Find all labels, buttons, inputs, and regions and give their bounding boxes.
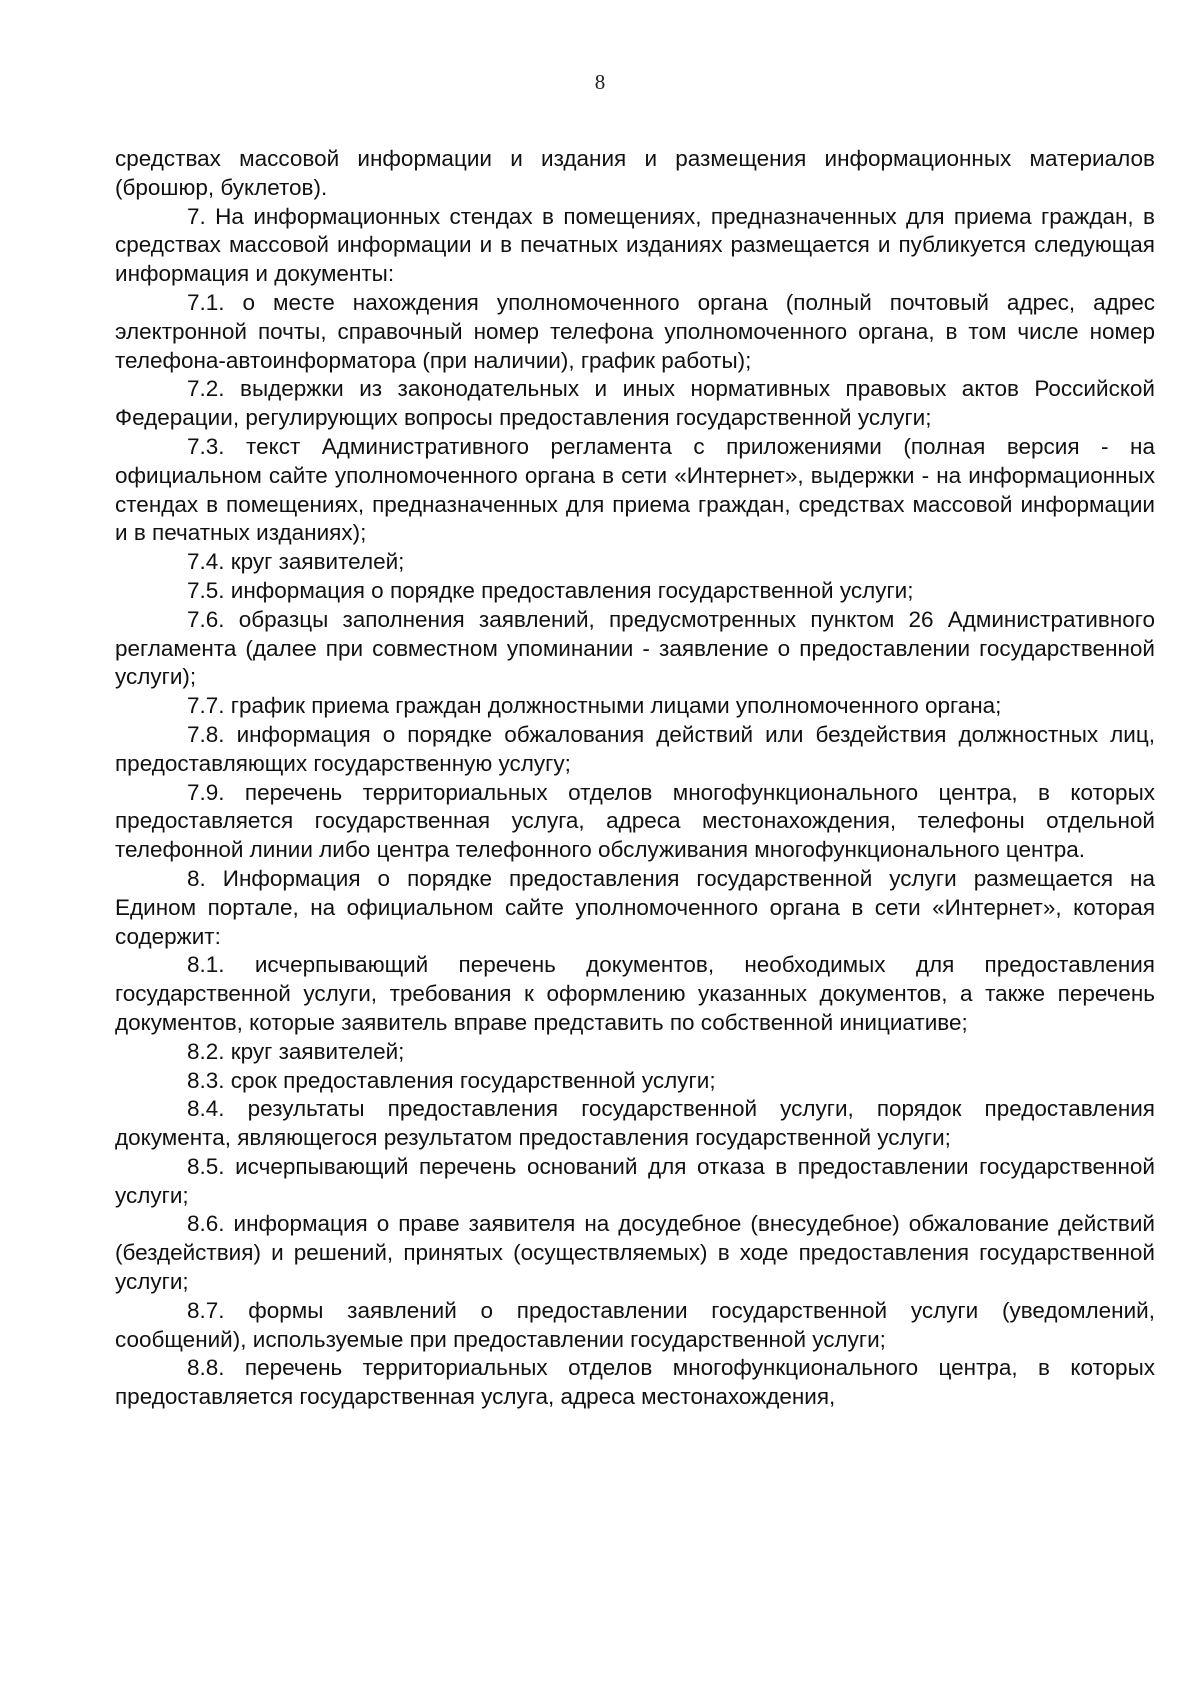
document-body xyxy=(115,145,1155,1412)
paragraph: 8.2. круг заявителей; xyxy=(187,1038,405,1064)
paragraph: 8.3. срок предоставления государственной услуги; xyxy=(187,1067,716,1093)
paragraph: 7.2. выдержки из законодательных и иных нормативных правовых актов Российской Федерации, регулирующих вопросы предоставления государственной услуги; xyxy=(115,376,1155,431)
paragraph: 8.6. информация о праве заявителя на досудебное (внесудебное) обжалование действий (бездействия) и решений, принятых (осуществляемых) в ходе предоставления государственной услуги; xyxy=(115,1211,1155,1295)
paragraph: 7.4. круг заявителей; xyxy=(187,549,405,575)
paragraph: 7.6. образцы заполнения заявлений, предусмотренных пунктом 26 Административного регламента (далее при совместном упоминании - заявление о предоставлении государственной услуги); xyxy=(115,606,1155,690)
paragraph: 7. На информационных стендах в помещениях, предназначенных для приема граждан, в средствах массовой информации и в печатных изданиях размещается и публикуется следующая информация и документы: xyxy=(115,203,1155,287)
paragraph: 7.3. текст Административного регламента с приложениями (полная версия - на официальном сайте уполномоченного органа в сети «Интернет», выдержки - на информационных стендах в помещениях, предназначенных для приема граждан, средствах массовой информации и в печатных изданиях); xyxy=(115,433,1155,546)
paragraph: 7.9. перечень территориальных отделов многофункционального центра, в которых предоставляется государственная услуга, адреса местонахождения, телефоны отдельной телефонной линии либо центра телефонного обслуживания многофункционального центра. xyxy=(115,779,1155,863)
paragraph: 7.1. о месте нахождения уполномоченного органа (полный почтовый адрес, адрес электронной почты, справочный номер телефона уполномоченного органа, в том числе номер телефона-автоинформатора (при наличии), график работы); xyxy=(115,289,1155,373)
paragraph: 8.5. исчерпывающий перечень оснований для отказа в предоставлении государственной услуги; xyxy=(115,1153,1155,1208)
paragraph: 7.8. информация о порядке обжалования действий или бездействия должностных лиц, предоставляющих государственную услугу; xyxy=(115,721,1155,776)
page-number: 8 xyxy=(594,70,606,94)
paragraph: 8. Информация о порядке предоставления государственной услуги размещается на Едином портале, на официальном сайте уполномоченного органа в сети «Интернет», которая содержит: xyxy=(115,865,1155,949)
paragraph: 8.4. результаты предоставления государственной услуги, порядок предоставления документа, являющегося результатом предоставления государственной услуги; xyxy=(115,1096,1155,1151)
paragraph: 7.7. график приема граждан должностными лицами уполномоченного органа; xyxy=(187,693,1002,719)
paragraph: 8.7. формы заявлений о предоставлении государственной услуги (уведомлений, сообщений), используемые при предоставлении государственной услуги; xyxy=(115,1297,1155,1352)
paragraph: 8.1. исчерпывающий перечень документов, необходимых для предоставления государственной услуги, требования к оформлению указанных документов, а также перечень документов, которые заявитель вправе представить по собственной инициативе; xyxy=(115,952,1155,1035)
paragraph: 7.5. информация о порядке предоставления государственной услуги; xyxy=(187,577,914,603)
paragraph: средствах массовой информации и издания и размещения информационных материалов (брошюр, буклетов). xyxy=(115,146,1155,200)
paragraph: 8.8. перечень территориальных отделов многофункционального центра, в которых предоставляется государственная услуга, адреса местонахождения, xyxy=(115,1355,1155,1410)
